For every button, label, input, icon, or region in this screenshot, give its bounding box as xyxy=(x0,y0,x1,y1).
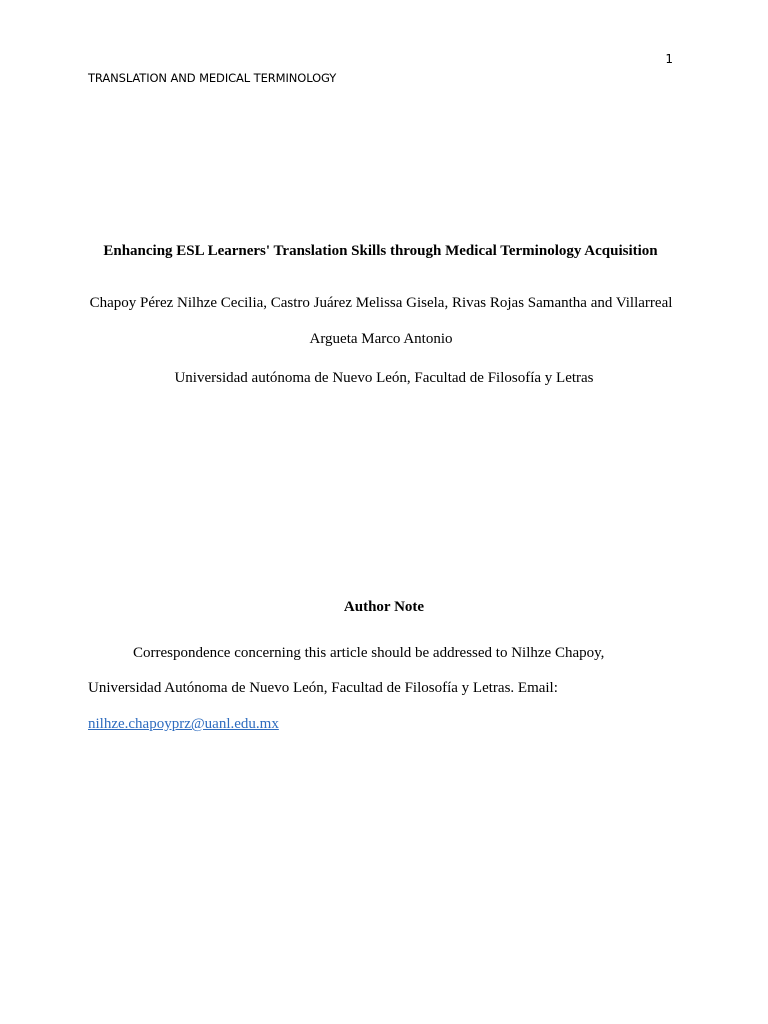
page-number: 1 xyxy=(665,52,673,66)
author-list-line-2: Argueta Marco Antonio xyxy=(309,330,453,347)
author-note-heading: Author Note xyxy=(343,599,425,615)
author-note-email-line xyxy=(88,714,279,734)
paper-title: Enhancing ESL Learners' Translation Skills through Medical Terminology Acquisition xyxy=(103,243,658,259)
email-link[interactable]: nilhze.chapoyprz@uanl.edu.mx xyxy=(88,716,279,732)
author-note-line-1: Correspondence concerning this article should be addressed to Nilhze Chapoy, xyxy=(133,645,605,661)
author-list-line-1: Chapoy Pérez Nilhze Cecilia, Castro Juárez Melissa Gisela, Rivas Rojas Samantha and Villarreal xyxy=(89,295,673,311)
author-note-line-2: Universidad Autónoma de Nuevo León, Facultad de Filosofía y Letras. Email: xyxy=(88,680,558,696)
institutional-affiliation: Universidad autónoma de Nuevo León, Facultad de Filosofía y Letras xyxy=(174,370,594,386)
running-head: TRANSLATION AND MEDICAL TERMINOLOGY xyxy=(88,71,337,85)
author-list xyxy=(84,286,678,357)
